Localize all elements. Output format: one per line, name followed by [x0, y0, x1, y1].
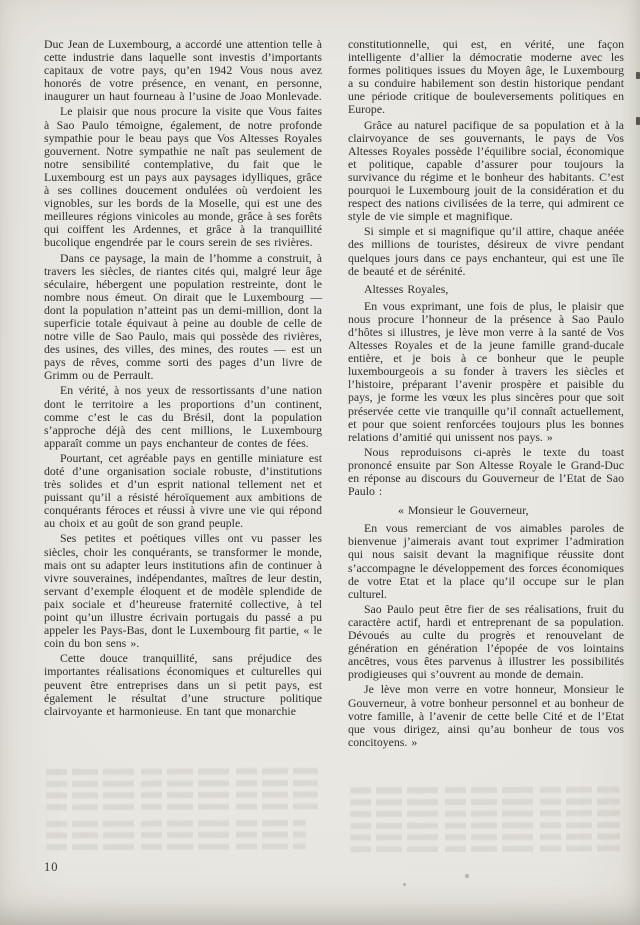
- bleedthrough-text: [46, 766, 318, 811]
- paper-speck: [465, 874, 469, 878]
- paragraph: Le plaisir que nous procure la visite que Vous faites à Sao Paulo témoigne, également, de notre profonde sympathie pour le beau pays que Vos Altesses Royales gouvernent. Notre sympathie ne naît pas seulement de notre sensibilité contemplative, du fait que le Luxembourg est un pays aux paysages idylliques, grâce à ses collines doucement ondulées où verdoient les vignobles, sur les bords de la Moselle, qui est une des meilleures régions vinicoles au monde, grâce à ses forêts qui coiffent les Ardennes, et grâce à la tranquillité bucolique engendrée par le cours serein de ses rivières.: [44, 104, 322, 250]
- paragraph: Pourtant, cet agréable pays en gentille miniature est doté d’une organisation sociale robuste, d’institutions très solides et d’un esprit national tellement net et puissant qu’il a résisté héroïquement aux ambitions de conquérants féroces et réussi à vivre une vie qui répond au choix et au goût de son grand peuple.: [44, 450, 322, 531]
- salutation-line: « Monsieur le Gouverneur,: [398, 503, 529, 518]
- salutation-line: Altesses Royales,: [364, 281, 449, 296]
- paragraph: Ses petites et poétiques villes ont vu passer les siècles, choir les conquérants, se transformer le monde, mais ont su adapter leurs institutions afin de continuer à vivre souveraines, indépendantes, maîtres de leur destin, servant d’exemple éloquent et de modèle splendide de paix sociale et d’heureuse fraternité collective, à tel point qu’un illustre écrivain portugais du passé a pu appeler les Pays-Bas, dont le Luxembourg fit partie, « le coin du bon sens ».: [44, 531, 322, 651]
- paragraph: Je lève mon verre en votre honneur, Monsieur le Gouverneur, à votre bonheur personnel et au bonheur de votre famille, à l’avenir de cette belle Cité et de l’Etat que vous dirigez, ainsi qu’au bonheur de tous vos concitoyens. »: [348, 682, 624, 749]
- paragraph: Dans ce paysage, la main de l’homme a construit, à travers les siècles, de riantes cités qui, malgré leur âge séculaire, hébergent une population restreinte, dont le nombre nous émeut. On dirait que le Luxembourg — dont la population n’atteint pas un demi-million, dont la superficie totale équivaut à peine au double de celle de notre ville de Sao Paulo, mais qui possède des rivières, des usines, des villes, des mines, des routes — est un pays de rêves, comme sorti des pages d’un livre de Grimm ou de Perrault.: [44, 250, 322, 383]
- paragraph: Sao Paulo peut être fier de ses réalisations, fruit du caractère actif, hardi et entreprenant de sa population. Dévoués au culte du progrès et renouvelant de génération en génération l’épopée de vos lointains ancêtres, vous êtes parvenus à illustrer les possibilités prodigieuses qui s’ouvrent au monde de demain.: [348, 601, 624, 682]
- paragraph: Duc Jean de Luxembourg, a accordé une attention telle à cette industrie dans laquelle sont investis d’importants capitaux de votre pays, qu’en 1942 Vous nous avez honorés de votre présence, en venant, en personne, inaugurer un haut fourneau à l’usine de Joao Monlevade.: [44, 37, 322, 104]
- paper-speck: [403, 883, 406, 886]
- paragraph: En vous remerciant de vos aimables paroles de bienvenue j’aimerais avant tout exprimer l’admiration qui nous saisit devant la magnifique réussite dont s’accompagne le développement des forces économiques de votre Etat et la place qu’il occupe sur le plan culturel.: [348, 521, 624, 601]
- paragraph: Nous reproduisons ci-après le texte du toast prononcé ensuite par Son Altesse Royale le Grand-Duc en réponse au discours du Gouverneur de l’Etat de Sao Paulo :: [348, 444, 624, 499]
- scan-edge-speck: [636, 117, 640, 125]
- paragraph: Grâce au naturel pacifique de sa population et à la clairvoyance de ses gouvernants, le pays de Vos Altesses Royales possède l’équilibre social, économique et politique, capable d’assurer pour toujours la survivance du régime et le bonheur des habitants. C’est pourquoi le Luxembourg jouit de la considération et du respect des nations civilisées de la terre, qui admirent ce style de vie simple et magnifique.: [348, 117, 624, 224]
- bleedthrough-text: [46, 818, 306, 851]
- paragraph: Si simple et si magnifique qu’il attire, chaque anéée des millions de touristes, désireux de vivre pendant quelques jours dans ce pays enchanteur, qui est une île de beauté et de sérénité.: [348, 224, 624, 278]
- paragraph: Cette douce tranquillité, sans préjudice des importantes réalisations économiques et culturelles qui peuvent être entreprises dans un si petit pays, est également le résultat d’une structure politique clairvoyante et harmonieuse. En tant que monarchie: [44, 651, 322, 718]
- page-number: 10: [44, 860, 59, 874]
- left-text-column: [44, 38, 322, 720]
- bleedthrough-text: [350, 782, 620, 853]
- right-text-column: [348, 38, 624, 751]
- paragraph: constitutionnelle, qui est, en vérité, une façon intelligente d’allier la démocratie moderne avec les formes politiques issues du Moyen âge, le Luxembourg a su conduire habilement son destin historique pendant une période critique de bouleversements politiques en Europe.: [348, 37, 624, 117]
- scan-edge-speck: [636, 72, 640, 79]
- paragraph: En vous exprimant, une fois de plus, le plaisir que nous procure l’honneur de la présence à Sao Paulo d’hôtes si illustres, je lève mon verre à la santé de Vos Altesses Royales et de la jeune famille grand-ducale entière, et je bois à ce bonheur que le peuple luxembourgeois a su fonder à travers les siècles et l’histoire, préparant l’avenir prospère et paisible du pays, je forme les vœux les plus sincères pour que soit préservée cette vie tranquille qu’il connaît actuellement, et pour que soient renforcées toujours plus les bonnes relations d’amitié qui unissent nos pays. »: [348, 298, 624, 444]
- paragraph: En vérité, à nos yeux de ressortissants d’une nation dont le territoire a les proportions d’un continent, comme c’est le cas du Brésil, dont la population s’approche déjà des cent millions, le Luxembourg apparaît comme un pays enchanteur de contes de fées.: [44, 383, 322, 450]
